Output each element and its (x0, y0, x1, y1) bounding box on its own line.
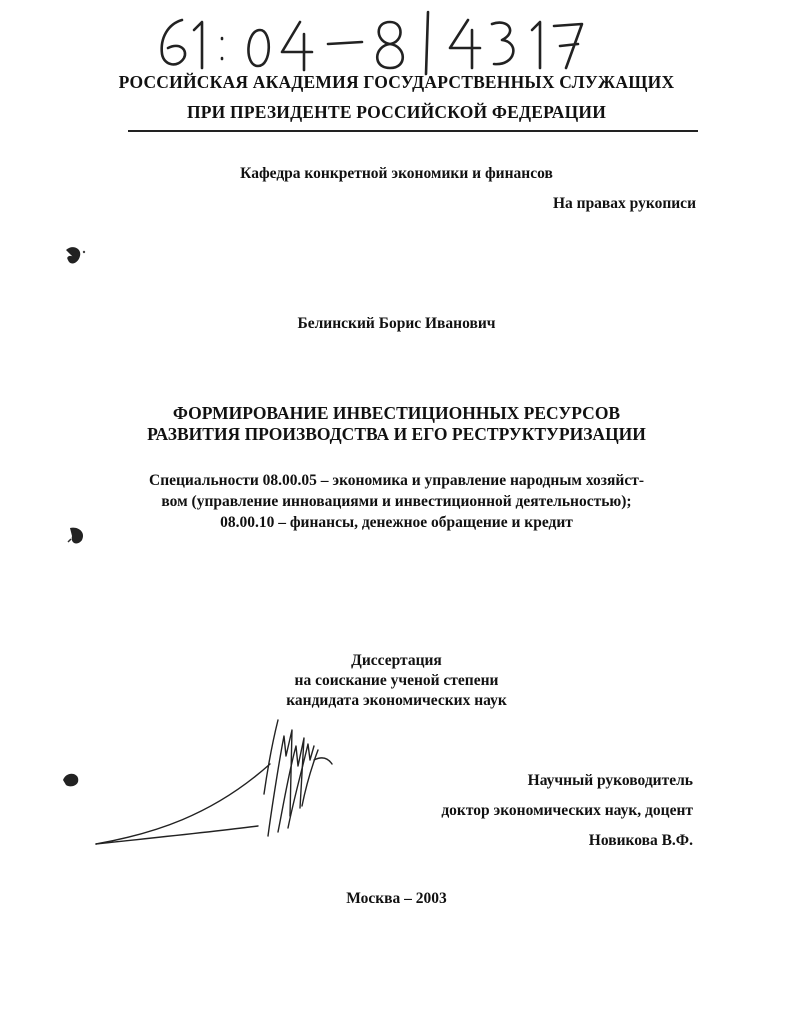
handwritten-catalog-number (150, 8, 590, 78)
title-line-1: ФОРМИРОВАНИЕ ИНВЕСТИЦИОННЫХ РЕСУРСОВ (172, 403, 621, 423)
dissertation-line-3: кандидата экономических наук (286, 692, 507, 709)
organization-line-1: РОССИЙСКАЯ АКАДЕМИЯ ГОСУДАРСТВЕННЫХ СЛУЖАЩИХ (118, 72, 675, 92)
specialties-line-3: 08.00.10 – финансы, денежное обращение и кредит (220, 514, 573, 531)
city-year: Москва – 2003 (346, 890, 447, 907)
department: Кафедра конкретной экономики и финансов (240, 165, 553, 182)
dissertation-line-1: Диссертация (351, 652, 442, 669)
scan-blot (62, 244, 88, 268)
scan-blot (60, 770, 82, 790)
organization-line-2: ПРИ ПРЕЗИДЕНТЕ РОССИЙСКОЙ ФЕДЕРАЦИИ (186, 102, 607, 122)
supervisor-label: Научный руководитель (527, 772, 693, 789)
header-divider (128, 130, 698, 132)
dissertation-line-2: на соискание ученой степени (294, 672, 499, 689)
supervisor-name: Новикова В.Ф. (588, 832, 693, 849)
manuscript-rights: На правах рукописи (552, 195, 696, 212)
supervisor-degree: доктор экономических наук, доцент (441, 802, 693, 819)
signature (92, 716, 352, 856)
specialties-line-1: Специальности 08.00.05 – экономика и управление народным хозяйст- (149, 472, 644, 489)
author-name: Белинский Борис Иванович (297, 315, 496, 332)
specialties-line-2: вом (управление инновациями и инвестиционной деятельностью); (161, 493, 632, 510)
title-line-2: РАЗВИТИЯ ПРОИЗВОДСТВА И ЕГО РЕСТРУКТУРИЗАЦИИ (147, 424, 646, 444)
scan-blot (64, 524, 90, 548)
